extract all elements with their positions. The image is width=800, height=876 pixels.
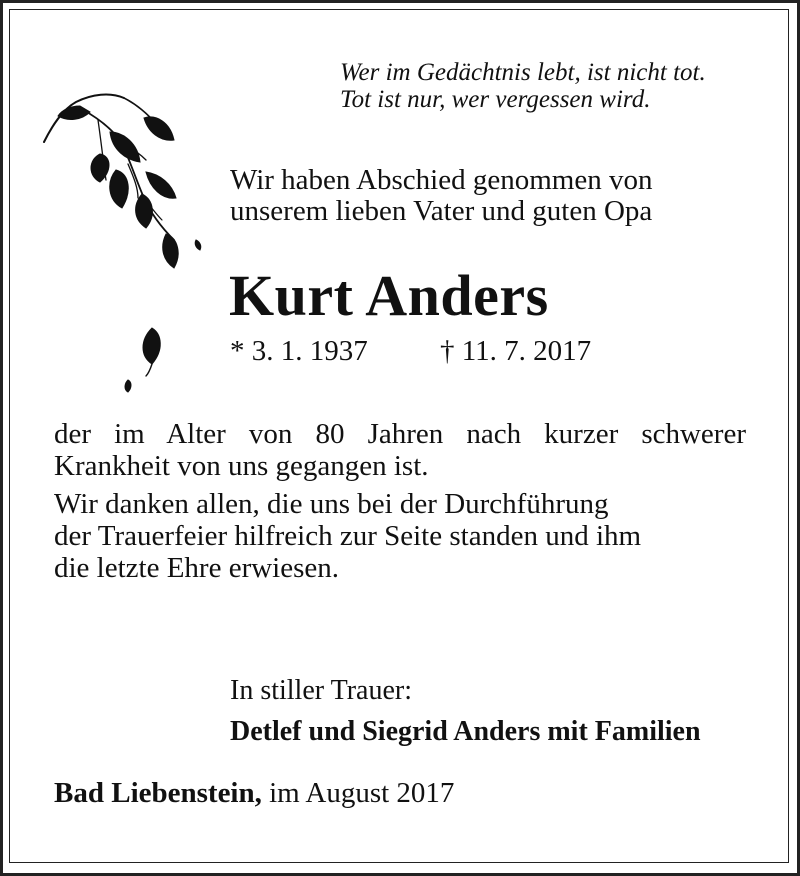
thanks-line-2: der Trauerfeier hilfreich zur Seite standen und ihm xyxy=(54,520,642,552)
quote-line-1: Wer im Gedächtnis lebt, ist nicht tot. xyxy=(340,59,706,86)
quote-line-2: Tot ist nur, wer vergessen wird. xyxy=(340,86,651,113)
mourning-line: In stiller Trauer: xyxy=(230,675,412,706)
place-name: Bad Liebenstein, xyxy=(54,777,262,809)
intro-line-1: Wir haben Abschied genommen von xyxy=(230,164,653,196)
death-date: † 11. 7. 2017 xyxy=(440,335,592,367)
birch-branch-icon xyxy=(40,88,215,398)
notice-date: im August 2017 xyxy=(269,777,455,809)
thanks-line-3: die letzte Ehre erwiesen. xyxy=(54,552,340,584)
family-signature: Detlef und Siegrid Anders mit Familien xyxy=(230,716,701,747)
thanks-line-1: Wir danken allen, die uns bei der Durchführung xyxy=(54,488,609,520)
body-line-1: der im Alter von 80 Jahren nach kurzer schwerer xyxy=(54,418,746,450)
birth-date: * 3. 1. 1937 xyxy=(230,335,368,367)
body-line-2: Krankheit von uns gegangen ist. xyxy=(54,450,429,482)
place-date xyxy=(54,776,454,810)
deceased-name: Kurt Anders xyxy=(229,263,549,328)
intro-line-2: unserem lieben Vater und guten Opa xyxy=(230,195,653,227)
